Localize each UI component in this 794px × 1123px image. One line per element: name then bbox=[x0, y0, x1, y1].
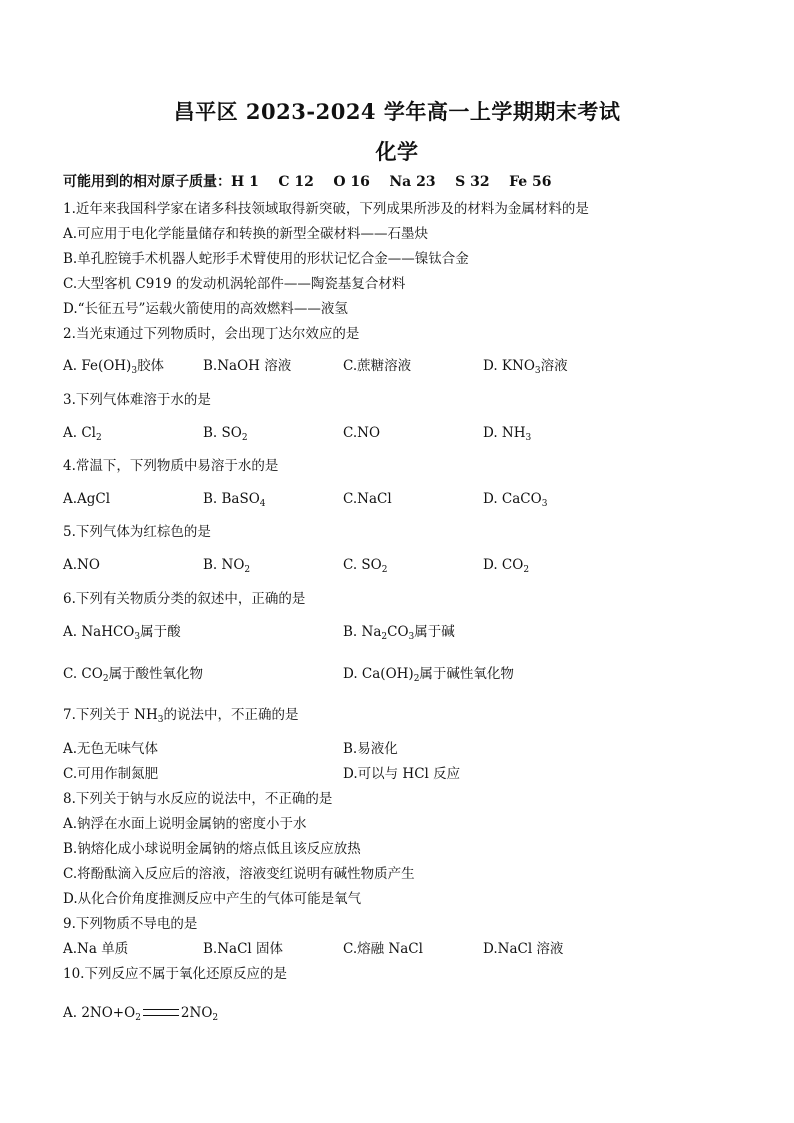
reaction-equals-sign bbox=[143, 1009, 179, 1016]
subscript: 3 bbox=[157, 715, 164, 725]
subscript: 3 bbox=[408, 632, 415, 642]
formula-text: A. Cl bbox=[63, 425, 96, 441]
formula-text: C. CO bbox=[63, 666, 103, 682]
subscript: 2 bbox=[95, 433, 102, 443]
question-8-option-d: D.从化合价角度推测反应中产生的气体可能是氧气 bbox=[63, 891, 362, 907]
question-1-option-b: B.单孔腔镜手术机器人蛇形手术臂使用的形状记忆合金——镍钛合金 bbox=[63, 251, 469, 267]
subscript: 2 bbox=[381, 632, 388, 642]
subscript: 2 bbox=[381, 565, 388, 575]
subscript: 2 bbox=[241, 433, 248, 443]
question-3-option-b bbox=[203, 424, 248, 442]
subscript: 3 bbox=[534, 366, 541, 376]
subject-title: 化学 bbox=[375, 139, 419, 164]
formula-text: D. KNO bbox=[483, 358, 535, 374]
formula-text: A. 2NO+O bbox=[63, 1005, 136, 1021]
formula-text: D. NH bbox=[483, 425, 526, 441]
question-6-option-b bbox=[343, 623, 455, 641]
formula-text: C. SO bbox=[343, 557, 382, 573]
question-1-option-d: D.“长征五号”运载火箭使用的高效燃料——液氢 bbox=[63, 301, 348, 317]
option-text: 属于碱性氧化物 bbox=[419, 666, 514, 682]
question-5-option-b bbox=[203, 556, 250, 574]
subscript: 2 bbox=[523, 565, 530, 575]
question-5-stem: 5.下列气体为红棕色的是 bbox=[63, 524, 211, 540]
question-7-option-a: A.无色无味气体 bbox=[63, 741, 159, 757]
subscript: 2 bbox=[212, 1013, 219, 1023]
question-5-option-d bbox=[483, 556, 529, 574]
question-2-option-c: C.蔗糖溶液 bbox=[343, 358, 412, 374]
question-6-stem: 6.下列有关物质分类的叙述中，正确的是 bbox=[63, 591, 306, 607]
question-9-option-b: B.NaCl 固体 bbox=[203, 941, 284, 957]
question-4-option-b bbox=[203, 490, 266, 508]
formula-text: CO bbox=[387, 624, 409, 640]
stem-text: 的说法中，不正确的是 bbox=[163, 707, 299, 723]
exam-title: 昌平区 2023-2024 学年高一上学期期末考试 bbox=[173, 99, 621, 124]
atomic-mass-line: 可能用到的相对原子质量：H 1 C 12 O 16 Na 23 S 32 Fe 56 bbox=[63, 174, 552, 190]
question-2-option-a bbox=[63, 357, 164, 375]
question-10-option-a bbox=[63, 1004, 218, 1022]
question-9-option-c: C.熔融 NaCl bbox=[343, 941, 423, 957]
question-3-option-d bbox=[483, 424, 531, 442]
subscript: 3 bbox=[525, 433, 532, 443]
formula-text: B. SO bbox=[203, 425, 242, 441]
subscript: 4 bbox=[259, 499, 266, 509]
formula-text: B. Na bbox=[343, 624, 382, 640]
question-3-stem: 3.下列气体难溶于水的是 bbox=[63, 392, 211, 408]
formula-text: B. NO bbox=[203, 557, 245, 573]
question-1-option-a: A.可应用于电化学能量储存和转换的新型全碳材料——石墨炔 bbox=[63, 226, 429, 242]
question-5-option-c bbox=[343, 556, 387, 574]
subscript: 2 bbox=[135, 1013, 141, 1023]
question-6-option-d bbox=[343, 665, 514, 683]
question-1-option-c: C.大型客机 C919 的发动机涡轮部件——陶瓷基复合材料 bbox=[63, 276, 406, 292]
question-7-option-d: D.可以与 HCl 反应 bbox=[343, 766, 461, 782]
formula-text: D. Ca(OH) bbox=[343, 666, 414, 682]
subscript: 3 bbox=[541, 499, 548, 509]
subscript: 2 bbox=[102, 674, 109, 684]
question-6-option-c bbox=[63, 665, 203, 683]
stem-text: 7.下列关于 NH bbox=[63, 707, 158, 723]
question-7-option-b: B.易液化 bbox=[343, 741, 398, 757]
formula-text: D. CO bbox=[483, 557, 524, 573]
question-2-option-d bbox=[483, 357, 568, 375]
formula-text: A. Fe(OH) bbox=[63, 358, 132, 374]
subscript: 3 bbox=[131, 366, 138, 376]
option-text: 属于碱 bbox=[414, 624, 455, 640]
option-text: 溶液 bbox=[540, 358, 568, 374]
option-text: 胶体 bbox=[137, 358, 165, 374]
question-8-stem: 8.下列关于钠与水反应的说法中，不正确的是 bbox=[63, 791, 333, 807]
question-3-option-c: C.NO bbox=[343, 425, 381, 441]
question-4-option-c: C.NaCl bbox=[343, 491, 392, 507]
subscript: 3 bbox=[134, 632, 141, 642]
option-text: 属于酸性氧化物 bbox=[108, 666, 204, 682]
question-9-stem: 9.下列物质不导电的是 bbox=[63, 916, 198, 932]
question-8-option-a: A.钠浮在水面上说明金属钠的密度小于水 bbox=[63, 816, 307, 832]
question-2-option-b: B.NaOH 溶液 bbox=[203, 358, 292, 374]
question-4-option-d bbox=[483, 490, 547, 508]
question-10-stem: 10.下列反应不属于氧化还原反应的是 bbox=[63, 966, 287, 982]
formula-text: A. NaHCO bbox=[63, 624, 135, 640]
question-8-option-b: B.钠熔化成小球说明金属钠的熔点低且该反应放热 bbox=[63, 841, 361, 857]
question-9-option-d: D.NaCl 溶液 bbox=[483, 941, 564, 957]
question-7-stem bbox=[63, 706, 299, 724]
question-5-option-a: A.NO bbox=[63, 557, 100, 573]
question-3-option-a bbox=[63, 424, 102, 442]
question-4-option-a: A.AgCl bbox=[63, 491, 111, 507]
question-6-option-a bbox=[63, 623, 181, 641]
subscript: 2 bbox=[413, 674, 420, 684]
question-1-stem: 1.近年来我国科学家在诸多科技领域取得新突破，下列成果所涉及的材料为金属材料的是 bbox=[63, 201, 589, 217]
formula-text: 2NO bbox=[180, 1005, 213, 1021]
question-2-stem: 2.当光束通过下列物质时，会出现丁达尔效应的是 bbox=[63, 326, 360, 342]
formula-text: D. CaCO bbox=[483, 491, 542, 507]
subscript: 2 bbox=[244, 565, 251, 575]
option-text: 属于酸 bbox=[140, 624, 181, 640]
question-4-stem: 4.常温下，下列物质中易溶于水的是 bbox=[63, 458, 279, 474]
question-7-option-c: C.可用作制氮肥 bbox=[63, 766, 159, 782]
question-9-option-a: A.Na 单质 bbox=[63, 941, 129, 957]
formula-text: B. BaSO bbox=[203, 491, 260, 507]
question-8-option-c: C.将酚酞滴入反应后的溶液，溶液变红说明有碱性物质产生 bbox=[63, 866, 415, 882]
